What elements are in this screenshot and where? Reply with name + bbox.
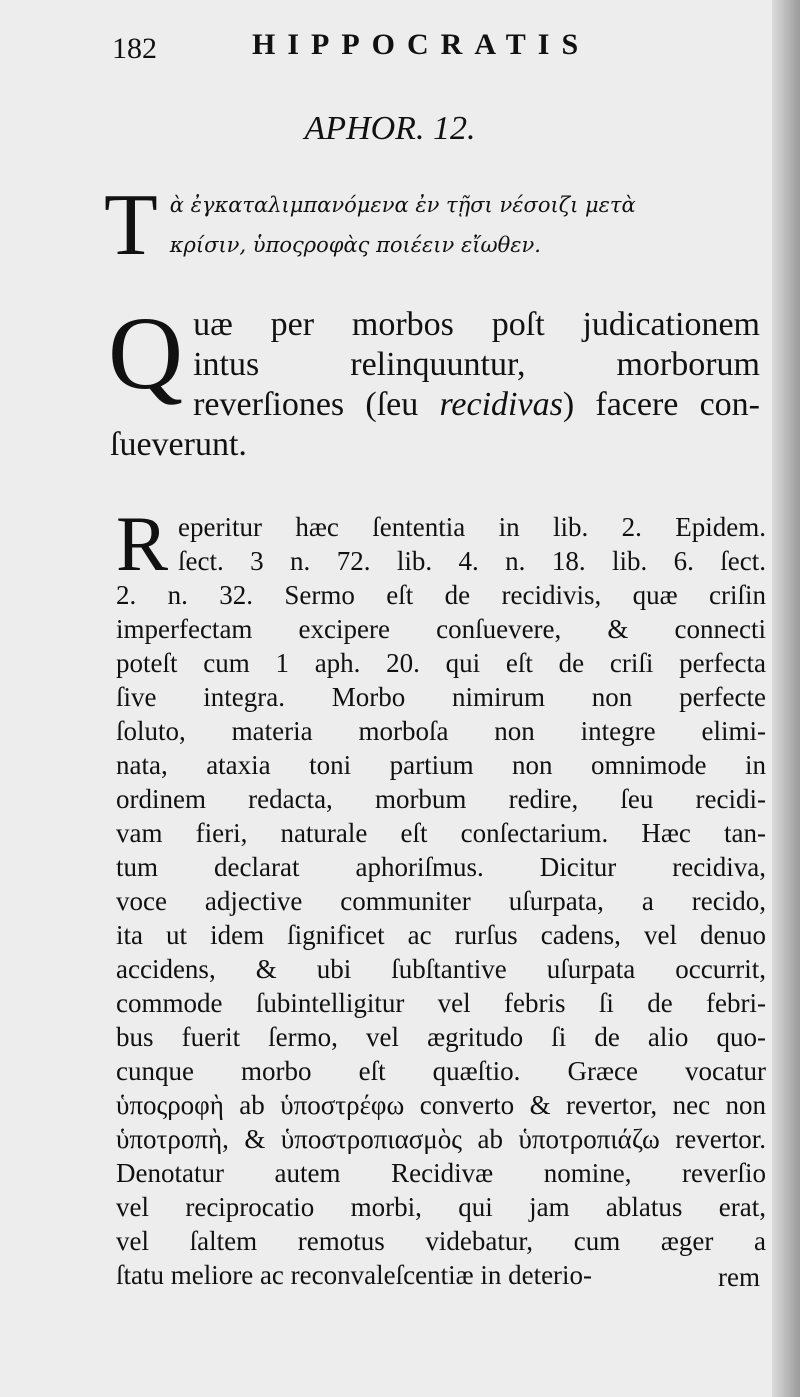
commentary-line: ſtatu meliore ac reconvaleſcentiæ in deterio-	[116, 1260, 593, 1290]
catchword: rem	[718, 1262, 760, 1292]
commentary-line: ordinem redacta, morbum redire, ſeu recidi-	[116, 784, 766, 814]
commentary-line: commode ſubintelligitur vel febris ſi de febri-	[116, 988, 766, 1018]
aphorism-title: APHOR. 12.	[304, 110, 476, 147]
latin-line-4: ſueverunt.	[110, 426, 247, 463]
latin-italic-recidivas: recidivas	[439, 386, 563, 423]
latin-line-3	[110, 385, 760, 425]
page-number: 182	[112, 32, 157, 65]
commentary-line: ſoluto, materia morboſa non integre elimi-	[116, 716, 766, 746]
commentary-line: ὑποςροφὴ ab ὑποστρέφω converto & revertor, nec non	[116, 1090, 766, 1120]
greek-line-1: ὰ ἐγκαταλιμπανόμενα ἐν τῇσι νέσοιζι μετὰ	[169, 193, 636, 217]
commentary-line: 2. n. 32. Sermo eſt de recidivis, quæ criſin	[116, 580, 766, 610]
commentary-line: poteſt cum 1 aph. 20. qui eſt de criſi perfecta	[116, 648, 766, 678]
commentary-line: Denotatur autem Recidivæ nomine, reverſio	[116, 1158, 766, 1188]
commentary	[116, 500, 766, 1292]
commentary-line: ſive integra. Morbo nimirum non perfecte	[116, 682, 766, 712]
commentary-line: ὑποτροπὴ, & ὑποστροπιασμὸς ab ὑποτροπιάζω revertor.	[116, 1124, 766, 1154]
commentary-dropcap: R	[116, 500, 169, 587]
running-title: HIPPOCRATIS	[252, 28, 591, 61]
latin-line-1: uæ per morbos poſt judicationem	[193, 306, 760, 343]
commentary-line: bus fuerit ſermo, vel ægritudo ſi de alio quo-	[116, 1022, 766, 1052]
commentary-line: cunque morbo eſt quæſtio. Græce vocatur	[116, 1056, 766, 1086]
latin-line-2: intus relinquuntur, morborum	[193, 346, 760, 383]
commentary-line: vel reciprocatio morbi, qui jam ablatus erat,	[116, 1192, 766, 1222]
greek-line-2: κρίσιν, ὑποςροφὰς ποιέειν εἴωθεν.	[169, 233, 541, 257]
latin-line-3-start: reverſiones (ſeu	[193, 386, 440, 423]
latin-line-3-end: ) facere con-	[562, 386, 761, 423]
commentary-line: imperfectam excipere conſuevere, & connecti	[116, 614, 766, 644]
greek-dropcap: T	[104, 177, 158, 274]
commentary-line: ſect. 3 n. 72. lib. 4. n. 18. lib. 6. ſect.	[178, 546, 766, 576]
latin-aphorism	[108, 296, 761, 465]
commentary-line: nata, ataxia toni partium non omnimode in	[116, 750, 766, 780]
commentary-line: eperitur hæc ſententia in lib. 2. Epidem.	[178, 512, 766, 542]
commentary-line: tum declarat aphoriſmus. Dicitur recidiva,	[116, 852, 766, 882]
commentary-line: voce adjective communiter uſurpata, a recido,	[116, 886, 766, 916]
commentary-line: ita ut idem ſignificet ac rurſus cadens, vel denuo	[116, 920, 766, 950]
commentary-line: vel ſaltem remotus videbatur, cum æger a	[116, 1226, 766, 1256]
latin-dropcap: Q	[108, 296, 184, 411]
commentary-line: accidens, & ubi ſubſtantive uſurpata occurrit,	[116, 954, 766, 984]
page-edge-shadow	[772, 0, 800, 1397]
commentary-line: vam fieri, naturale eſt conſectarium. Hæc tan-	[116, 818, 766, 848]
greek-aphorism	[104, 177, 770, 274]
